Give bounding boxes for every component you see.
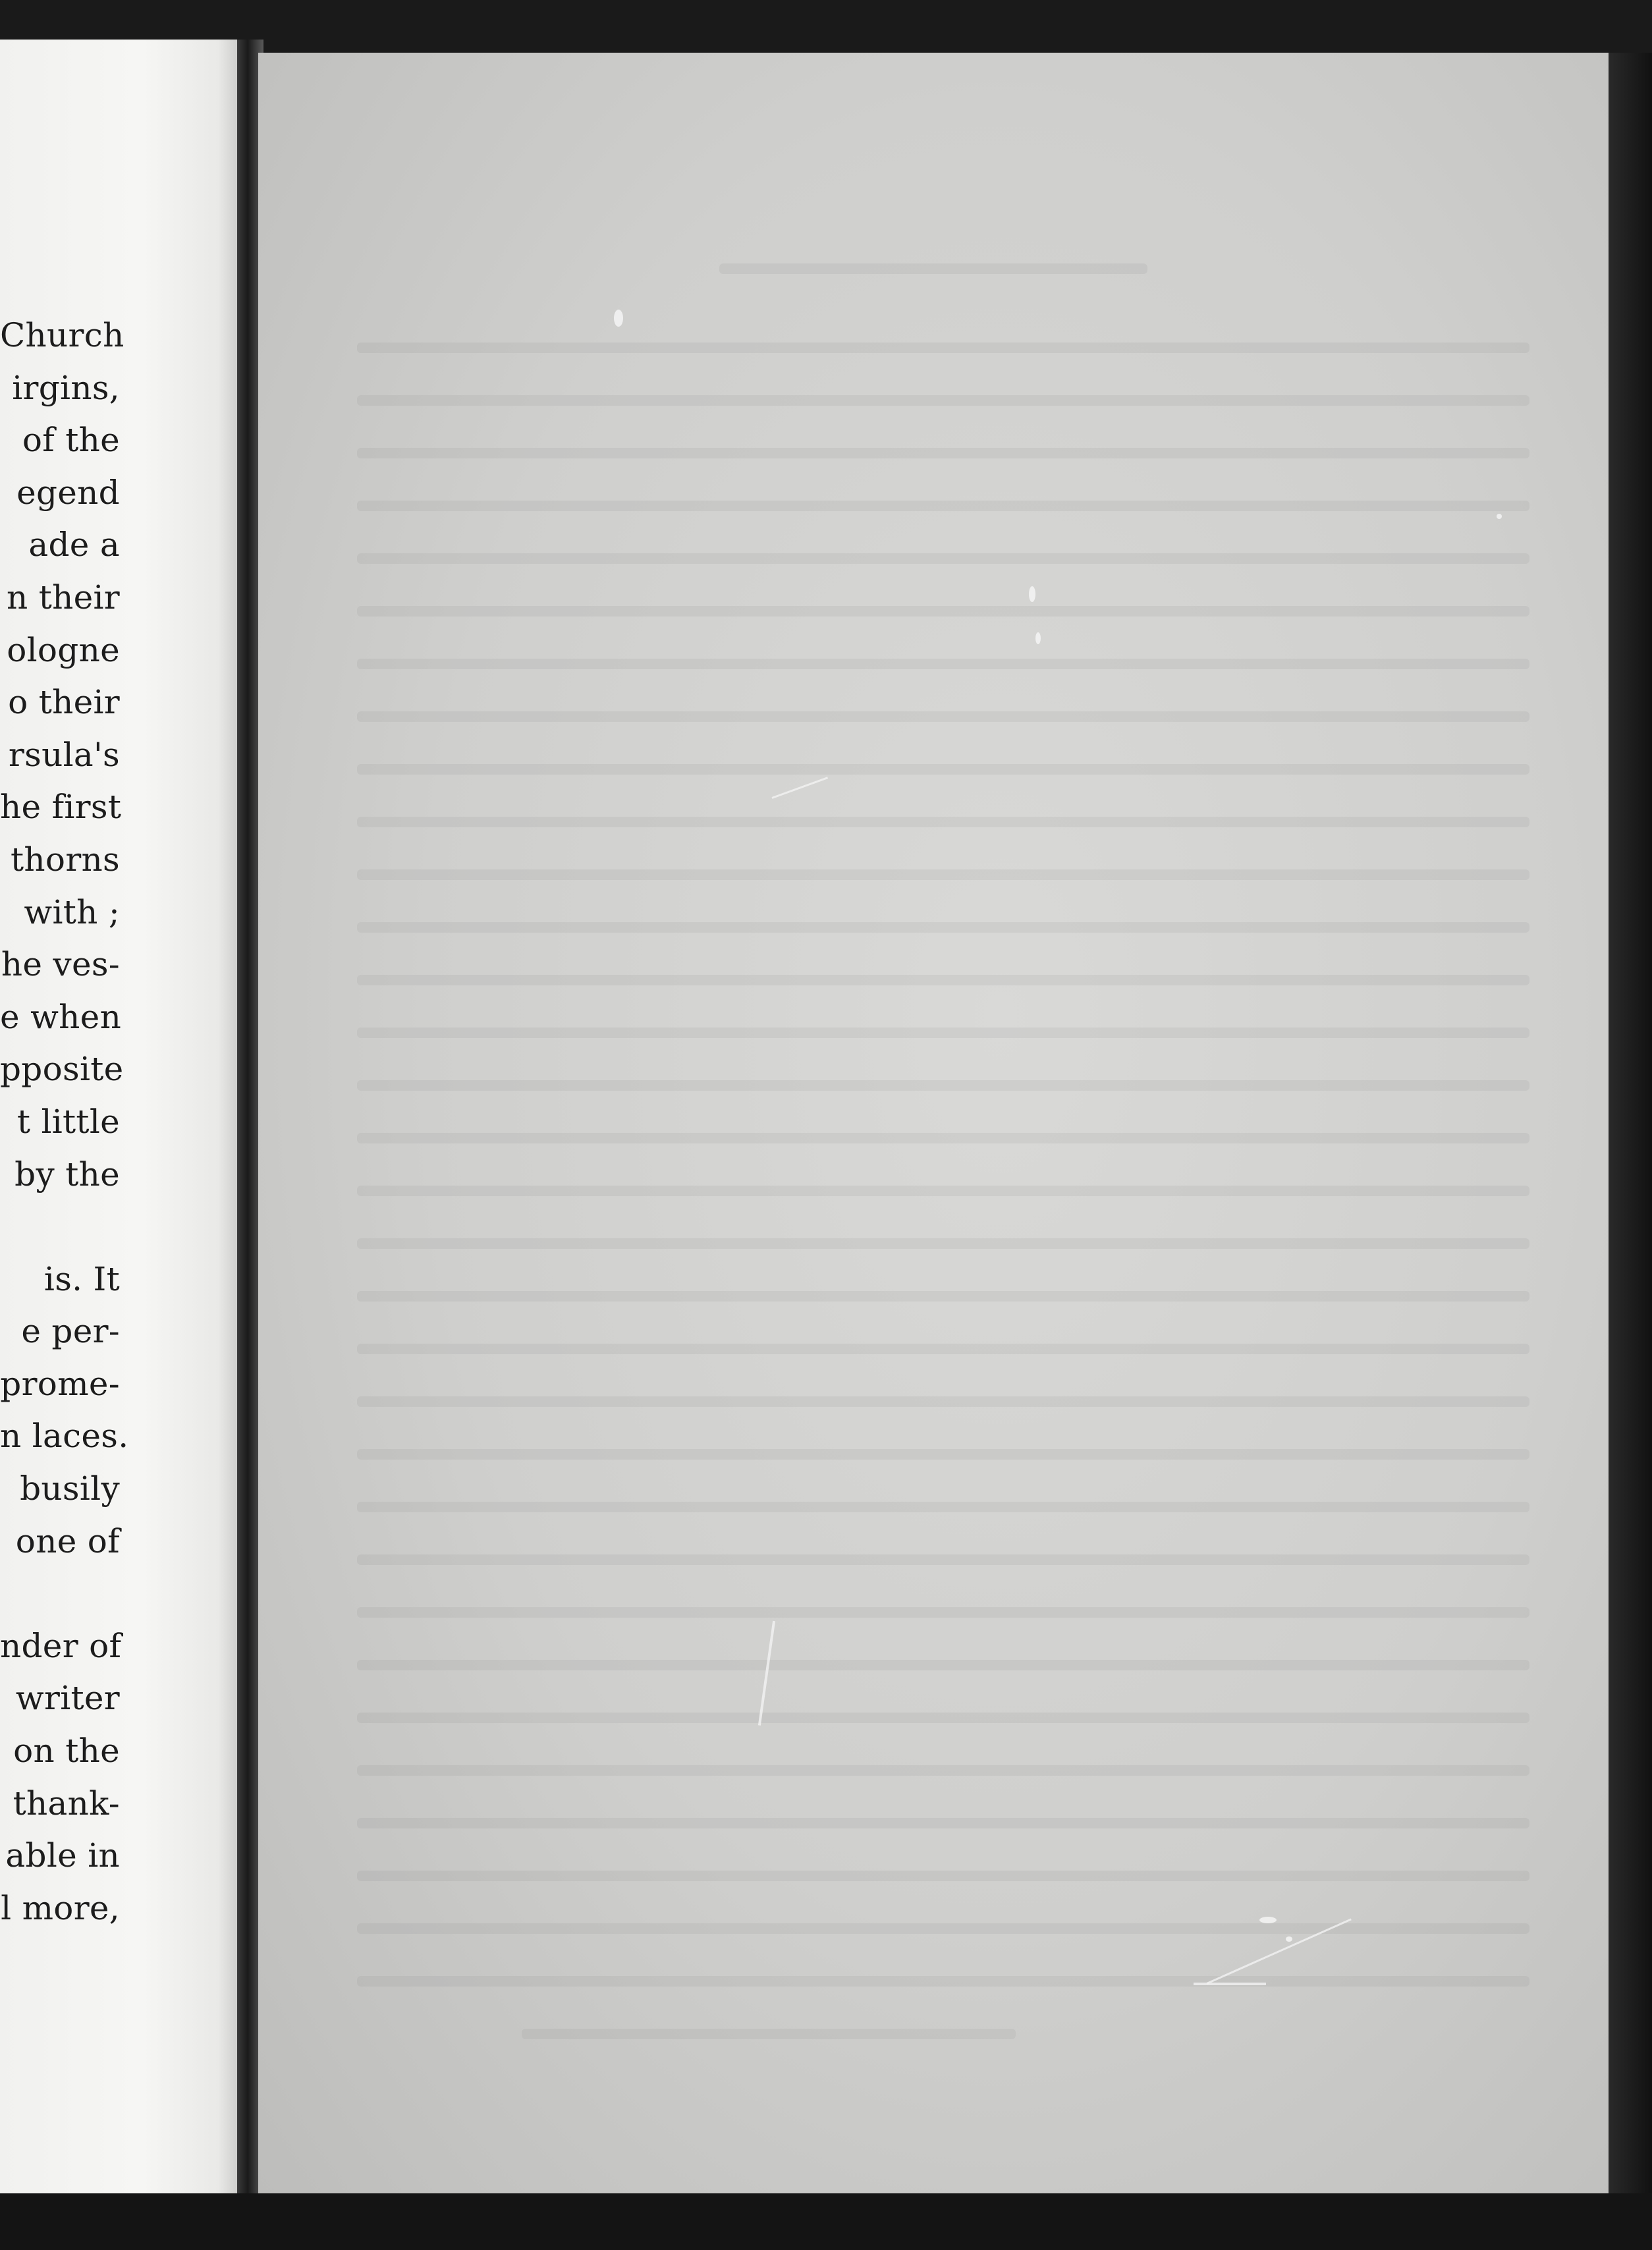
faded-text-line — [357, 553, 1529, 564]
text-line: irgins, — [12, 368, 120, 407]
text-line: he ves- — [1, 945, 120, 984]
faded-text-line — [357, 1765, 1529, 1776]
faded-text-line — [357, 975, 1529, 985]
faded-text-line — [357, 1660, 1529, 1670]
text-line: by the — [14, 1155, 120, 1194]
text-line: l more, — [1, 1888, 120, 1927]
text-line: with ; — [24, 892, 120, 931]
dust-fleck — [1286, 1936, 1292, 1942]
bottom-scan-edge — [0, 2193, 1652, 2250]
dust-fleck — [1029, 586, 1035, 602]
right-page-faded — [258, 53, 1609, 2193]
faded-text-line — [357, 1238, 1529, 1249]
faded-text-line — [357, 711, 1529, 722]
text-line: e when — [0, 997, 122, 1036]
faded-text-line — [357, 501, 1529, 511]
text-line: rsula's — [8, 735, 120, 774]
text-line: ologne — [7, 630, 120, 669]
right-page-edge — [1609, 53, 1652, 2193]
left-page — [0, 40, 237, 2193]
dust-fleck — [1035, 632, 1041, 644]
faded-text-line — [357, 1871, 1529, 1881]
text-line: prome- — [0, 1364, 120, 1403]
faded-text-line — [719, 263, 1147, 274]
left-page-text — [0, 310, 129, 1934]
faded-text-line — [357, 764, 1529, 775]
faded-text-line — [357, 606, 1529, 617]
faded-text-line — [357, 1133, 1529, 1143]
text-line: n laces. — [0, 1417, 129, 1456]
paragraph-gap — [0, 1201, 120, 1253]
text-line: on the — [13, 1732, 120, 1770]
film-scratch — [771, 777, 828, 799]
text-line: thorns — [11, 840, 120, 879]
text-line: n their — [7, 578, 120, 617]
faded-text-line — [357, 448, 1529, 458]
faded-text-line — [357, 1976, 1529, 1987]
dust-fleck — [1259, 1917, 1277, 1923]
faded-text-line — [357, 1449, 1529, 1460]
text-line: he first — [0, 788, 122, 827]
faded-text-line — [357, 1396, 1529, 1407]
text-line: one of — [15, 1522, 120, 1560]
faded-text-line — [357, 922, 1529, 933]
faded-text-line — [357, 1607, 1529, 1618]
paragraph-gap — [0, 1568, 120, 1620]
text-line: is. It — [43, 1259, 120, 1298]
dust-fleck — [614, 310, 623, 327]
text-line: able in — [5, 1836, 120, 1875]
dust-fleck — [1497, 514, 1502, 519]
faded-text-line — [357, 869, 1529, 880]
text-line: of the — [22, 421, 120, 460]
text-line: t little — [16, 1102, 120, 1141]
faded-text-line — [357, 1028, 1529, 1038]
text-line: writer — [15, 1679, 120, 1718]
faded-text-line — [522, 2029, 1016, 2039]
text-line: ade a — [28, 526, 120, 564]
faded-text-line — [357, 1186, 1529, 1196]
faded-text-line — [357, 1291, 1529, 1302]
faded-text-line — [357, 1502, 1529, 1512]
text-line: nder of — [0, 1626, 122, 1665]
faded-text-line — [357, 1818, 1529, 1828]
text-line: thank- — [13, 1784, 120, 1823]
text-line: e per- — [21, 1312, 120, 1351]
text-line: egend — [16, 473, 120, 512]
text-line: busily — [20, 1469, 120, 1508]
faded-text-line — [357, 1923, 1529, 1934]
faded-text-line — [357, 1713, 1529, 1723]
film-scratch — [1194, 1983, 1266, 1985]
faded-text-line — [357, 817, 1529, 827]
film-scratch — [758, 1621, 775, 1726]
faded-text-line — [357, 343, 1529, 353]
text-line: pposite — [0, 1050, 124, 1089]
faded-text-line — [357, 659, 1529, 669]
faded-text-line — [357, 395, 1529, 406]
faded-text-line — [357, 1344, 1529, 1354]
faded-text-line — [357, 1080, 1529, 1091]
text-line: o their — [8, 683, 120, 722]
faded-text-line — [357, 1554, 1529, 1565]
text-line: Church — [0, 316, 124, 354]
